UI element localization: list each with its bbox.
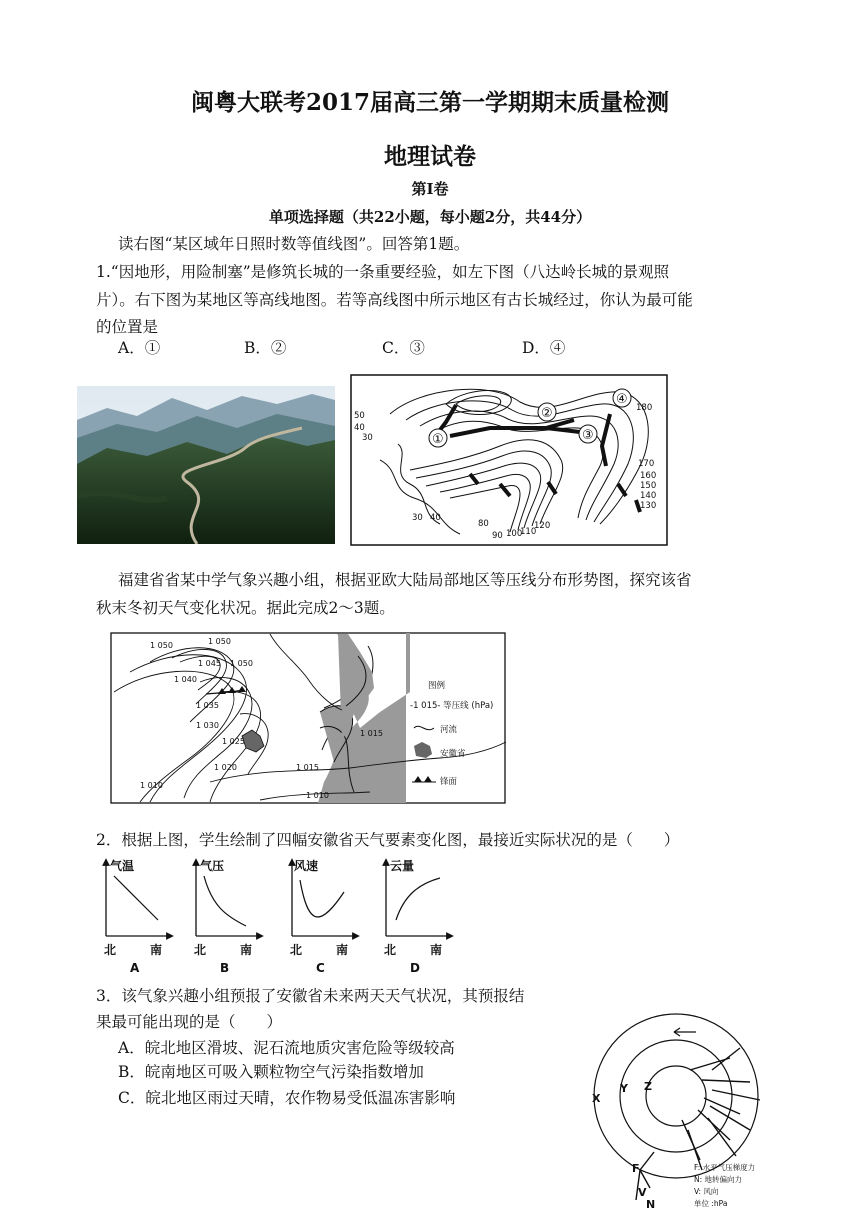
intro-q2-line1: 福建省省某中学气象兴趣小组，根据亚欧大陆局部地区等压线分布形势图，探究该省 <box>118 571 692 589</box>
great-wall-photo <box>77 386 335 544</box>
isobar-label: 1 010 <box>306 791 329 800</box>
contour-label: 150 <box>640 481 657 491</box>
marker-4: ④ <box>616 392 628 407</box>
contour-label: 170 <box>638 459 655 469</box>
legend-province: 安徽省 <box>440 749 466 759</box>
contour-label: 120 <box>534 521 551 531</box>
section-heading: 单项选择题（共22小题，每小题2分，共44分） <box>268 208 592 226</box>
graph-b-xleft: 北 <box>194 943 207 957</box>
graph-b-xright: 南 <box>240 943 253 957</box>
intro-q2-line2: 秋末冬初天气变化状况。据此完成2～3题。 <box>96 599 395 617</box>
contour-label: 90 <box>492 531 503 541</box>
graph-c-xleft: 北 <box>290 943 303 957</box>
legend-river: 河流 <box>440 725 458 735</box>
wind-force-diagram <box>590 1010 790 1214</box>
graph-c-letter: C <box>316 961 325 975</box>
intro-q1: 读右图“某区域年日照时数等值线图”。回答第1题。 <box>118 235 470 253</box>
marker-1: ① <box>432 432 444 447</box>
graph-d-xleft: 北 <box>384 943 397 957</box>
marker-3: ③ <box>582 428 594 443</box>
q1-option-c[interactable]: C．③ <box>382 339 425 357</box>
exam-title: 闽粤大联考2017届高三第一学期期末质量检测 <box>190 89 669 116</box>
graph-c-ylabel: 风速 <box>294 859 319 873</box>
graph-c[interactable] <box>290 858 356 975</box>
isobar-map <box>110 632 506 804</box>
q2-text: 2．根据上图，学生绘制了四幅安徽省天气要素变化图，最接近实际状况的是（ ） <box>96 831 680 849</box>
q1-option-d[interactable]: D．④ <box>522 339 566 357</box>
contour-label: 40 <box>430 513 441 523</box>
contour-label: 140 <box>640 491 657 501</box>
exam-subject: 地理试卷 <box>384 143 476 170</box>
label-n: N <box>646 1198 656 1211</box>
graph-a-xleft: 北 <box>104 943 117 957</box>
contour-label: 100 <box>506 529 523 539</box>
isobar-label: 1 040 <box>174 675 197 684</box>
q3-option-a[interactable]: A．皖北地区滑坡、泥石流地质灾害危险等级较高 <box>118 1039 455 1057</box>
isobar-label: 1 050 <box>230 659 253 668</box>
isobar-label: 1 025 <box>222 737 245 746</box>
legend-f: F: 水平气压梯度力 <box>694 1163 756 1172</box>
contour-label: 50 <box>354 411 365 421</box>
isobar-label: 1 020 <box>214 763 237 772</box>
contour-label: 40 <box>354 423 365 433</box>
contour-label: 30 <box>362 433 373 443</box>
exam-part: 第Ⅰ卷 <box>411 180 449 198</box>
graph-d-letter: D <box>410 961 420 975</box>
q3-option-b[interactable]: B．皖南地区可吸入颗粒物空气污染指数增加 <box>118 1063 424 1081</box>
q1-option-a[interactable]: A．① <box>118 339 161 357</box>
legend-front: 锋面 <box>440 777 458 787</box>
q1-option-b[interactable]: B．② <box>244 339 287 357</box>
isobar-label: 1 045 <box>198 659 221 668</box>
graph-d-xright: 南 <box>430 943 443 957</box>
graph-b-letter: B <box>220 961 230 975</box>
legend-unit: 单位 :hPa <box>694 1199 728 1208</box>
isobar-label: 1 050 <box>208 637 231 646</box>
marker-2: ② <box>541 406 553 421</box>
graph-b[interactable] <box>194 858 260 975</box>
graph-a-ylabel: 气温 <box>110 859 135 873</box>
q3-line1: 3．该气象兴趣小组预报了安徽省未来两天天气状况，其预报结 <box>96 987 525 1005</box>
legend-v: V: 风向 <box>694 1187 719 1196</box>
label-z: Z <box>644 1080 652 1093</box>
q1-line2: 片）。右下图为某地区等高线地图。若等高线图中所示地区有古长城经过，你认为最可能 <box>96 291 693 309</box>
legend-isobar: -1 015- 等压线 (hPa) <box>410 701 494 711</box>
graph-c-xright: 南 <box>336 943 349 957</box>
contour-label: 160 <box>640 471 657 481</box>
contour-label: 80 <box>478 519 489 529</box>
isobar-label: 1 015 <box>296 763 319 772</box>
contour-label: 130 <box>640 501 657 511</box>
graph-d[interactable] <box>384 858 450 975</box>
q3-line2: 果最可能出现的是（ ） <box>96 1013 283 1031</box>
isobar-label: 1 050 <box>150 641 173 650</box>
q3-option-c[interactable]: C．皖北地区雨过天晴，农作物易受低温冻害影响 <box>118 1089 456 1107</box>
graph-d-ylabel: 云量 <box>390 859 415 873</box>
weather-graphs <box>96 856 476 976</box>
q1-line3: 的位置是 <box>96 318 159 336</box>
label-v: V <box>638 1186 647 1199</box>
isobar-label: 1 010 <box>140 781 163 790</box>
graph-a-xright: 南 <box>150 943 163 957</box>
contour-map <box>350 374 668 546</box>
graph-a[interactable] <box>104 858 170 975</box>
legend-n: N: 地转偏向力 <box>694 1175 743 1184</box>
contour-label: 110 <box>520 527 537 537</box>
graph-b-ylabel: 气压 <box>200 859 225 873</box>
q1-line1: 1.“因地形，用险制塞”是修筑长城的一条重要经验，如左下图（八达岭长城的景观照 <box>96 263 670 281</box>
label-y: Y <box>620 1082 628 1095</box>
legend-title: 图例 <box>428 681 446 691</box>
label-x: X <box>592 1092 601 1105</box>
label-f: F <box>632 1162 640 1175</box>
contour-label: 30 <box>412 513 423 523</box>
graph-a-letter: A <box>130 961 140 975</box>
contour-label: 180 <box>636 403 653 413</box>
isobar-label: 1 030 <box>196 721 219 730</box>
isobar-label: 1 015 <box>360 729 383 738</box>
isobar-label: 1 035 <box>196 701 219 710</box>
